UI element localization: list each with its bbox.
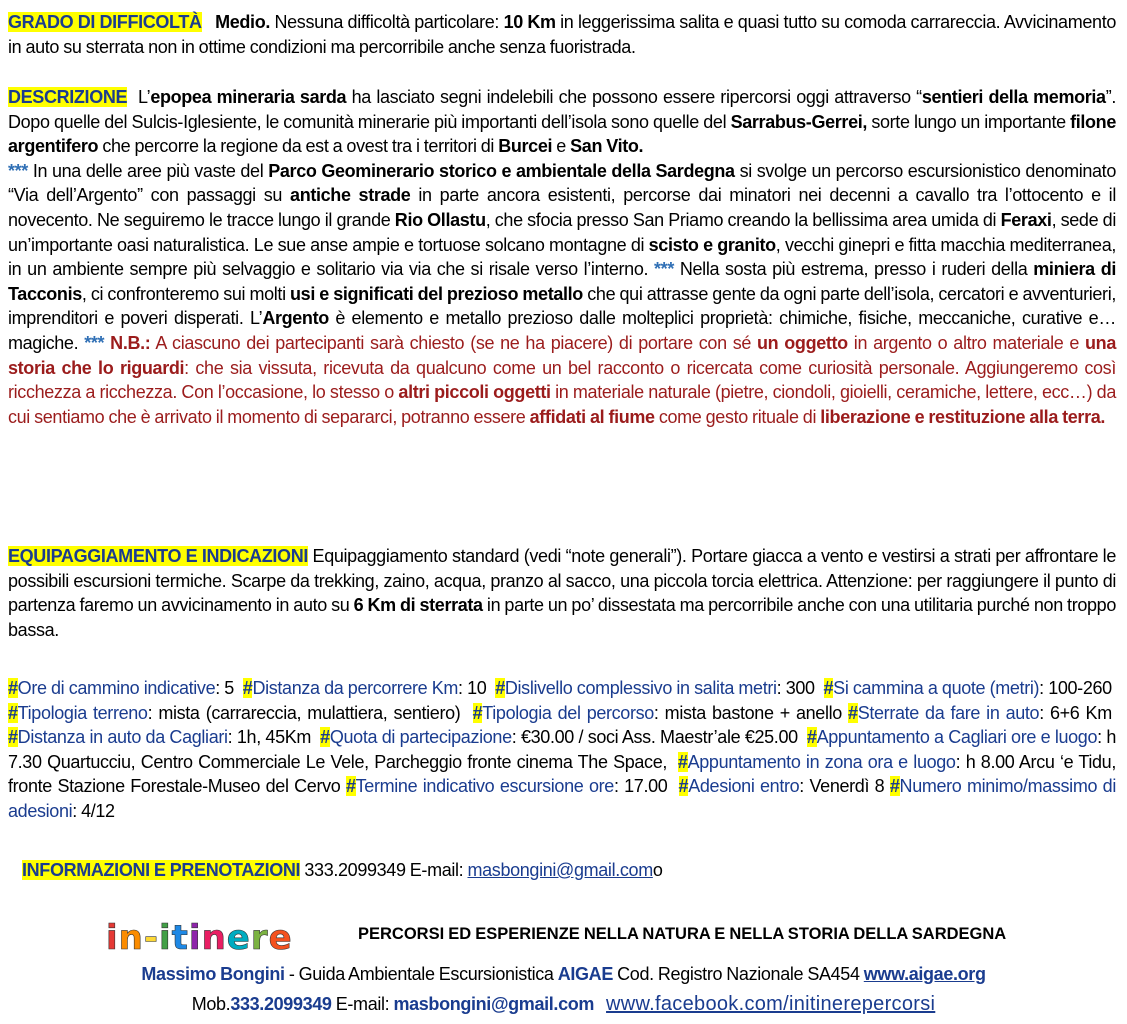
detail-item — [346, 776, 667, 796]
facebook-link[interactable]: www.facebook.com/initinerepercorsi — [606, 993, 936, 1015]
bold-text: Sarrabus-Gerrei, — [730, 111, 868, 132]
bold-text: Argento — [262, 308, 329, 329]
detail-value: : mista (carrareccia, mulattiera, sentiero) — [147, 702, 461, 723]
detail-item — [824, 678, 1112, 698]
stars-separator: *** — [8, 160, 28, 181]
detail-value: : 1h, 45Km — [227, 727, 312, 748]
detail-value: : h 7.30 Quartucciu, Centro Commerciale Le Vele, Parcheggio fronte cinema The Space, — [8, 727, 1116, 772]
detail-key: Quota di partecipazione — [329, 727, 512, 748]
bold-text: 6 Km di sterrata — [353, 595, 483, 616]
red-bold-text: una storia che lo riguardi — [8, 332, 1116, 378]
detail-item — [320, 727, 798, 747]
detail-item — [473, 703, 842, 723]
equipment-paragraph — [8, 544, 1116, 642]
detail-key: Appuntamento in zona ora e luogo — [687, 751, 956, 772]
info-phone: 333.2099349 E-mail: — [300, 860, 468, 880]
aigae-link[interactable]: www.aigae.org — [863, 964, 986, 984]
hash-marker: # — [345, 776, 356, 797]
text: in parte ancora esistenti, percorse dai minatori nei decenni a cavallo tra l’ottocento e il novecento. Ne seguiremo le tracce lungo il grande — [8, 185, 1116, 230]
hash-marker: # — [848, 702, 858, 723]
details-paragraph — [8, 676, 1116, 824]
detail-item — [243, 678, 487, 698]
red-bold-text: liberazione e restituzione alla terra. — [820, 406, 1106, 427]
logo-letter: - — [143, 918, 159, 956]
detail-value: : €30.00 / soci Ass. Maestr’ale €25.00 — [511, 727, 798, 748]
detail-item — [495, 678, 815, 698]
difficulty-heading: GRADO DI DIFFICOLTÀ — [8, 12, 202, 32]
logo-letter: i — [159, 918, 172, 956]
info-trailing-char: o — [652, 860, 663, 880]
red-bold-text: affidati al fiume — [529, 406, 655, 427]
logo-letter: t — [171, 918, 189, 956]
detail-item — [679, 776, 885, 796]
equipment-heading: EQUIPAGGIAMENTO E INDICAZIONI — [8, 546, 308, 566]
detail-value: : 4/12 — [72, 800, 115, 821]
hash-marker: # — [320, 727, 330, 748]
bold-text: epopea mineraria sarda — [150, 87, 347, 107]
bold-text: antiche strade — [290, 185, 411, 206]
detail-key: Sterrate da fare in auto — [857, 702, 1040, 723]
detail-key: Distanza in auto da Cagliari — [17, 727, 228, 748]
stars-separator: *** — [654, 259, 674, 280]
info-line — [22, 858, 663, 883]
footer-brand-line — [106, 918, 1106, 958]
text: in parte un po’ dissestata ma percorribile anche con una utilitaria purché non troppo bassa. — [8, 595, 1116, 640]
description-paragraph — [8, 85, 1116, 429]
detail-key: Termine indicativo escursione ore — [355, 776, 614, 797]
hash-marker: # — [8, 678, 18, 698]
text: Equipaggiamento standard (vedi “note generali”). Portare giacca a vento e vestirsi a strati per affrontare le possibili escursioni termiche. Scarpe da trekking, zaino, acqua, pranzo al sacco, una piccola torcia elettrica. Attenzione: per raggiungere il punto di partenza faremo un avvicinamento in auto su — [8, 546, 1116, 616]
detail-value: : 300 — [776, 678, 815, 698]
logo-letter: i — [188, 918, 202, 956]
text: L’ — [137, 87, 151, 107]
red-text: in materiale naturale (pietre, ciondoli, gioielli, ceramiche, lettere, ecc…) da cui sentiamo che è arrivato il momento di separarci, potranno essere — [8, 382, 1116, 427]
in-itinere-logo — [106, 918, 344, 956]
red-text: : che sia vissuta, ricevuta da qualcuno come un bel racconto o ricercata come curiosità personale. Aggiungeremo così ricchezza a ricchezza. Con l’occasione, lo stesso o — [8, 357, 1116, 403]
difficulty-level: Medio. — [215, 12, 270, 32]
difficulty-km: 10 Km — [503, 12, 556, 32]
text: e — [552, 136, 571, 157]
email-label: E-mail: — [331, 994, 394, 1014]
bold-text: Parco Geominerario storico e ambientale della Sardegna — [268, 160, 735, 181]
bold-text: Rio Ollastu — [394, 209, 486, 230]
text: , che sfocia presso San Priamo creando la bellissima area umida di — [485, 209, 1001, 230]
registry-code: Cod. Registro Nazionale SA454 — [612, 964, 864, 984]
logo-letter: i — [106, 918, 119, 956]
text: ”. Dopo quelle del Sulcis-Iglesiente, le comunità minerarie più importanti dell’isola sono quelle del — [8, 87, 1117, 132]
bold-text: sentieri della memoria — [921, 87, 1106, 107]
bold-text: San Vito. — [570, 136, 644, 157]
hash-marker: # — [806, 727, 817, 748]
detail-key: Tipologia del percorso — [482, 702, 654, 723]
detail-value: : mista bastone + anello — [653, 702, 842, 723]
hash-marker: # — [823, 678, 834, 698]
bold-text: Burcei — [498, 136, 553, 157]
detail-key: Distanza da percorrere Km — [252, 678, 459, 698]
detail-item — [8, 703, 460, 723]
bold-text: Feraxi — [1000, 209, 1052, 230]
bold-text: filone argentifero — [8, 111, 1116, 157]
guide-role: - Guida Ambientale Escursionistica — [284, 964, 558, 984]
logo-letter: e — [226, 918, 251, 956]
hash-marker: # — [8, 727, 18, 748]
info-heading: INFORMAZIONI E PRENOTAZIONI — [22, 860, 301, 880]
hash-marker: # — [677, 751, 688, 772]
logo-lettering — [106, 918, 293, 956]
detail-value: : 6+6 Km — [1039, 702, 1112, 723]
text: , vecchi ginepri e fitta macchia mediterranea, in un ambiente sempre più selvaggio e solitario via via che si risale verso l’interno. — [8, 234, 1117, 280]
info-email-link[interactable]: masbongini@gmail.com — [467, 860, 653, 880]
stars-separator: *** — [84, 332, 105, 353]
difficulty-paragraph — [8, 10, 1116, 59]
detail-key: Appuntamento a Cagliari ore e luogo — [816, 727, 1098, 748]
detail-value: : Venerdì 8 — [799, 776, 885, 797]
detail-key: Si cammina a quote (metri) — [833, 678, 1040, 698]
detail-key: Ore di cammino indicative — [17, 678, 216, 698]
difficulty-text: Nessuna difficoltà particolare: — [270, 12, 504, 32]
red-bold-text: un oggetto — [757, 332, 848, 353]
detail-value: : 10 — [458, 678, 487, 698]
hash-marker: # — [495, 678, 505, 698]
red-text: A ciascuno dei partecipanti sarà chiesto (se ne ha piacere) di portare con sé — [150, 332, 758, 353]
guide-name: Massimo Bongini — [141, 964, 285, 984]
nb-label: N.B.: — [110, 332, 151, 353]
detail-value: : 17.00 — [613, 776, 668, 797]
mobile-number: 333.2099349 — [230, 994, 332, 1014]
hash-marker: # — [472, 702, 483, 723]
hash-marker: # — [889, 776, 900, 797]
red-text: in argento o altro materiale e — [847, 332, 1086, 353]
text: è elemento e metallo prezioso dalle molteplici proprietà: chimiche, fisiche, meccaniche, curative e… magiche. — [8, 308, 1116, 353]
detail-key: Dislivello complessivo in salita metri — [504, 678, 777, 698]
detail-key: Adesioni entro — [688, 776, 800, 797]
text: Nella sosta più estrema, presso i ruderi della — [674, 259, 1034, 280]
text: In una delle aree più vaste del — [27, 160, 269, 181]
text: si svolge un percorso escursionistico denominato “Via dell’Argento” con passaggi su — [8, 160, 1116, 206]
footer-tagline: PERCORSI ED ESPERIENZE NELLA NATURA E NELLA STORIA DELLA SARDEGNA — [358, 924, 1007, 943]
bold-text: miniera di Tacconis — [8, 259, 1117, 304]
text: che qui attrasse gente da ogni parte dell’isola, cercatori e avventurieri, imprenditori e poveri disperati. L’ — [8, 283, 1117, 329]
text: , ci confronteremo sui molti — [81, 283, 291, 304]
text: che percorre la regione da est a ovest tra i territori di — [98, 136, 499, 157]
difficulty-text-2: in leggerissima salita e quasi tutto su comoda carrareccia. Avvicinamento in auto su sterrata non in ottime condizioni ma percorribile anche senza fuoristrada. — [8, 12, 1116, 57]
mobile-label: Mob. — [191, 994, 231, 1014]
detail-value: : 100-260 — [1039, 678, 1112, 698]
footer-email[interactable]: masbongini@gmail.com — [393, 994, 595, 1014]
detail-value: : h 8.00 Arcu ‘e Tidu, fronte Stazione Forestale-Museo del Cervo — [8, 751, 1116, 797]
text: ha lasciato segni indelebili che possono essere ripercorsi oggi attraverso “ — [346, 87, 922, 107]
hash-marker: # — [678, 776, 689, 797]
text: sorte lungo un importante — [867, 111, 1071, 132]
hash-marker: # — [242, 678, 253, 698]
hash-marker: # — [8, 702, 18, 723]
detail-key: Numero minimo/massimo di adesioni — [8, 776, 1116, 821]
logo-letter: n — [201, 918, 227, 956]
detail-item — [8, 727, 311, 747]
description-heading: DESCRIZIONE — [8, 87, 128, 107]
detail-value: : 5 — [215, 678, 234, 698]
detail-item — [848, 703, 1112, 723]
logo-letter: r — [250, 918, 269, 956]
bold-text: scisto e granito — [648, 234, 776, 255]
logo-letter: n — [118, 918, 144, 956]
detail-item — [8, 678, 234, 698]
red-text: come gesto rituale di — [654, 406, 821, 427]
aigae-label: AIGAE — [557, 964, 613, 984]
logo-letter: e — [268, 918, 293, 956]
footer-contact-line — [0, 992, 1127, 1017]
footer-credentials-line — [0, 962, 1127, 987]
detail-key: Tipologia terreno — [17, 702, 148, 723]
text: , sede di un’importante oasi naturalistica. Le sue anse ampie e tortuose solcano montagne di — [8, 209, 1116, 255]
bold-text: usi e significati del prezioso metallo — [290, 283, 583, 304]
red-bold-text: altri piccoli oggetti — [398, 382, 551, 403]
